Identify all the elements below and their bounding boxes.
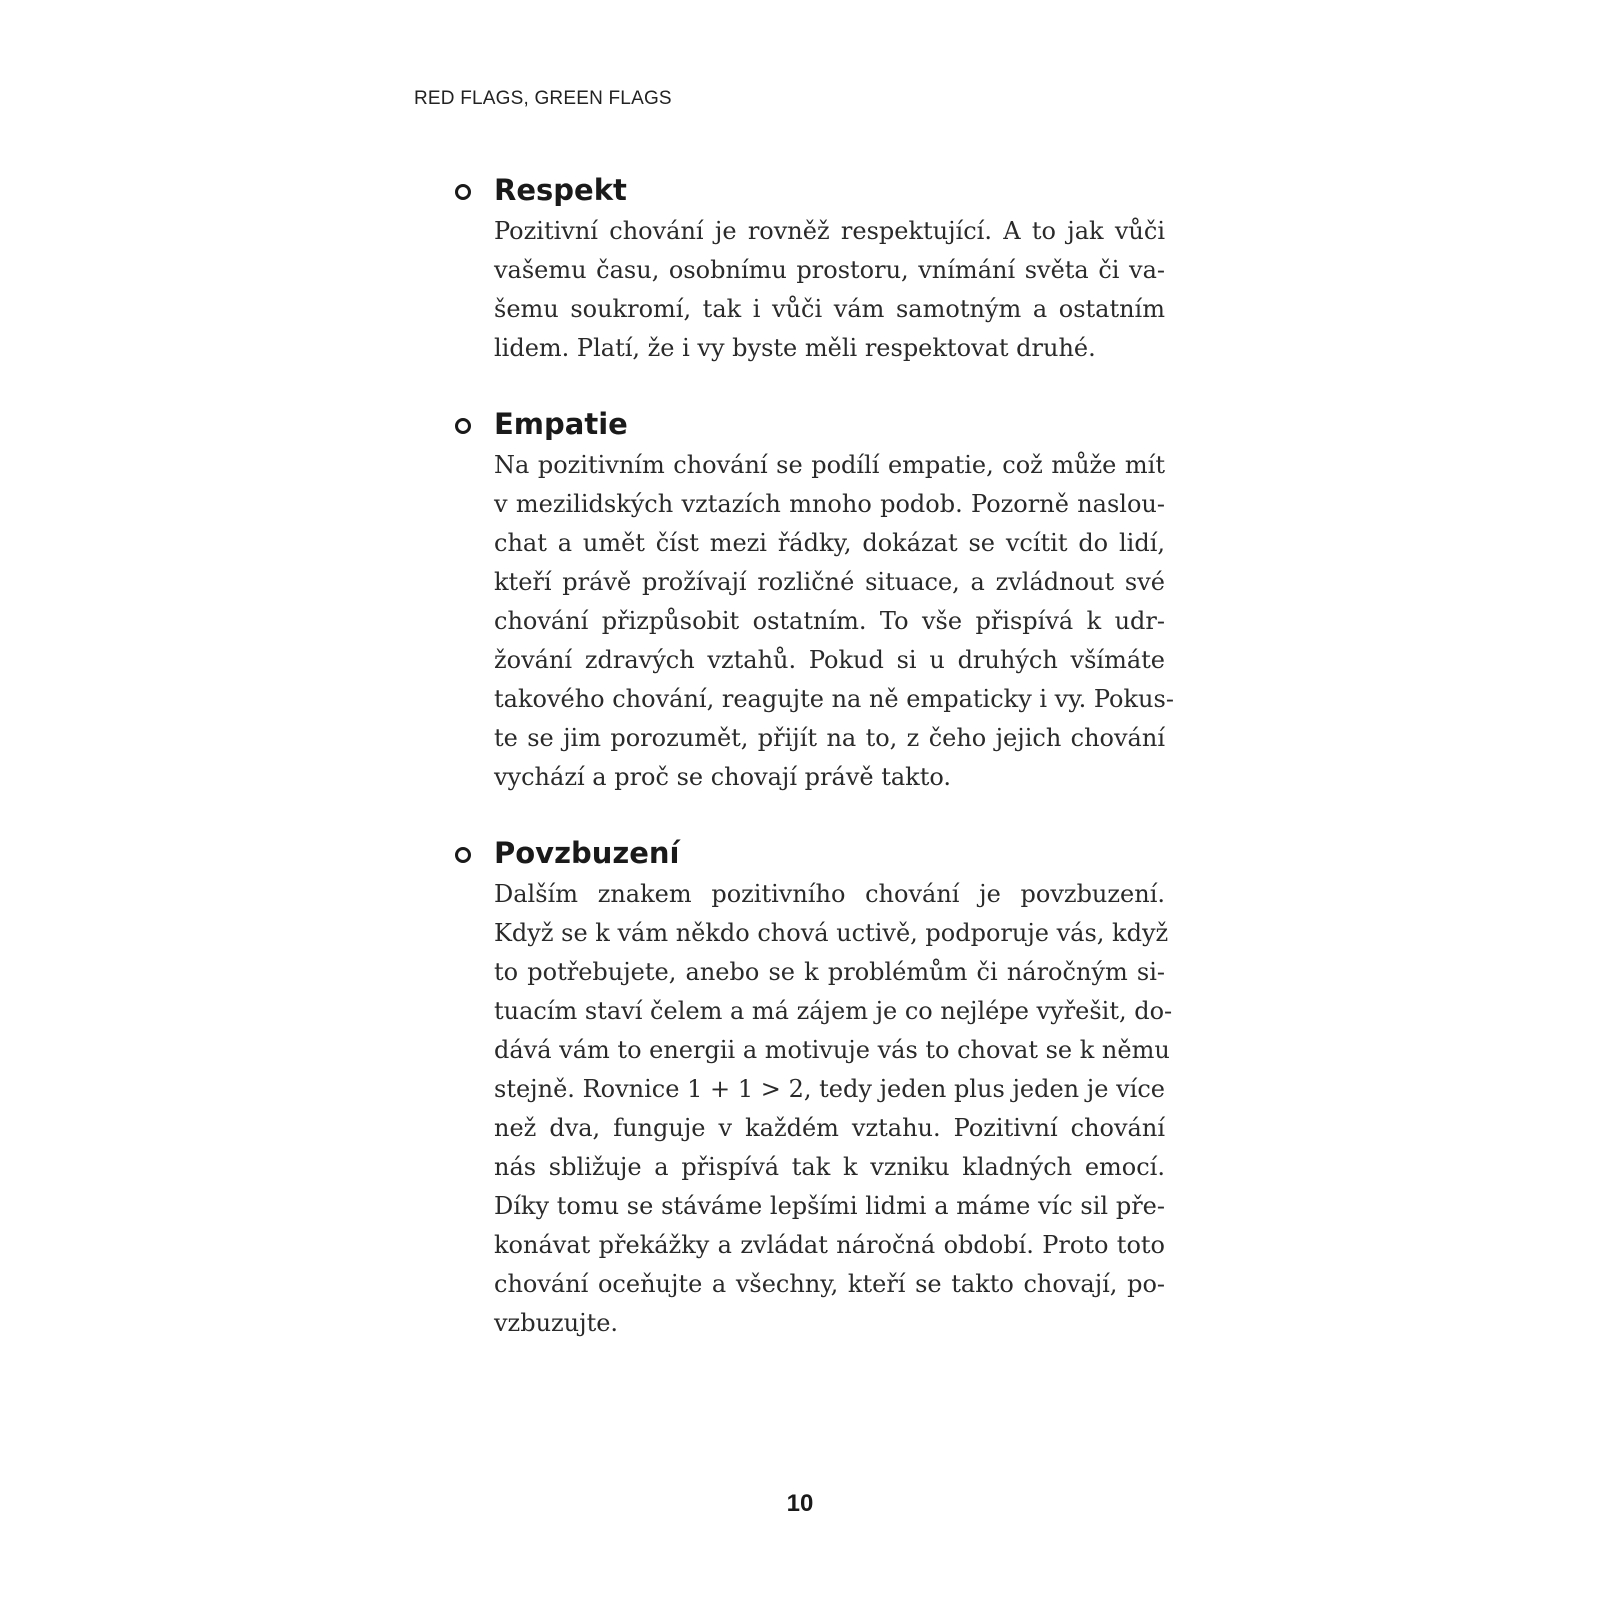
- text-line: Když se k vám někdo chová uctivě, podporuje vás, když: [494, 919, 1169, 947]
- text-line: te se jim porozumět, přijít na to, z čeho jejich chování: [494, 724, 1165, 752]
- text-line: stejně. Rovnice 1 + 1 > 2, tedy jeden plus jeden je více: [494, 1075, 1165, 1103]
- section-heading-row: [455, 406, 1165, 446]
- text-line: lidem. Platí, že i vy byste měli respektovat druhé.: [494, 334, 1096, 362]
- section-body: [494, 875, 1173, 1343]
- text-line: konávat překážky a zvládat náročná období. Proto toto: [494, 1231, 1165, 1259]
- text-line: tuacím staví čelem a má zájem je co nejlépe vyřešit, do-: [494, 997, 1173, 1025]
- text-line: takového chování, reagujte na ně empaticky i vy. Pokus-: [494, 685, 1174, 713]
- text-line: Pozitivní chování je rovněž respektující. A to jak vůči: [494, 217, 1165, 245]
- page-number: 10: [786, 1490, 814, 1517]
- text-line: Na pozitivním chování se podílí empatie, což může mít: [494, 451, 1165, 479]
- section-body: [494, 212, 1165, 368]
- text-line: šemu soukromí, tak i vůči vám samotným a ostatním: [494, 295, 1165, 323]
- text-line: vychází a proč se chovají právě takto.: [494, 763, 952, 791]
- text-line: chat a umět číst mezi řádky, dokázat se vcítit do lidí,: [494, 529, 1165, 557]
- text-line: žování zdravých vztahů. Pokud si u druhých všímáte: [494, 646, 1165, 674]
- bullet-circle-icon: [455, 418, 471, 434]
- text-line: vašemu času, osobnímu prostoru, vnímání světa či va-: [494, 256, 1165, 284]
- section-heading-row: [455, 835, 1165, 875]
- section-body: [494, 446, 1174, 797]
- section-heading-row: [455, 172, 1165, 212]
- text-line: Díky tomu se stáváme lepšími lidmi a máme víc sil pře-: [494, 1192, 1165, 1220]
- text-line: v mezilidských vztazích mnoho podob. Pozorně naslou-: [494, 490, 1165, 518]
- text-line: vzbuzujte.: [494, 1309, 619, 1337]
- section-heading: Empatie: [494, 407, 628, 441]
- section-heading: Respekt: [494, 173, 627, 207]
- text-line: chování oceňujte a všechny, kteří se takto chovají, po-: [494, 1270, 1165, 1298]
- text-line: chování přizpůsobit ostatním. To vše přispívá k udr-: [494, 607, 1165, 635]
- section-respekt: [455, 172, 1165, 368]
- text-line: Dalším znakem pozitivního chování je povzbuzení.: [494, 880, 1165, 908]
- section-heading: Povzbuzení: [494, 836, 680, 870]
- text-line: než dva, funguje v každém vztahu. Pozitivní chování: [494, 1114, 1165, 1142]
- text-line: to potřebujete, anebo se k problémům či náročným si-: [494, 958, 1165, 986]
- bullet-circle-icon: [455, 847, 471, 863]
- text-line: dává vám to energii a motivuje vás to chovat se k němu: [494, 1036, 1170, 1064]
- text-line: kteří právě prožívají rozličné situace, a zvládnout své: [494, 568, 1165, 596]
- section-empatie: [455, 406, 1174, 797]
- section-povzbuzeni: [455, 835, 1173, 1343]
- text-line: nás sbližuje a přispívá tak k vzniku kladných emocí.: [494, 1153, 1165, 1181]
- running-head: RED FLAGS, GREEN FLAGS: [414, 88, 672, 109]
- bullet-circle-icon: [455, 184, 471, 200]
